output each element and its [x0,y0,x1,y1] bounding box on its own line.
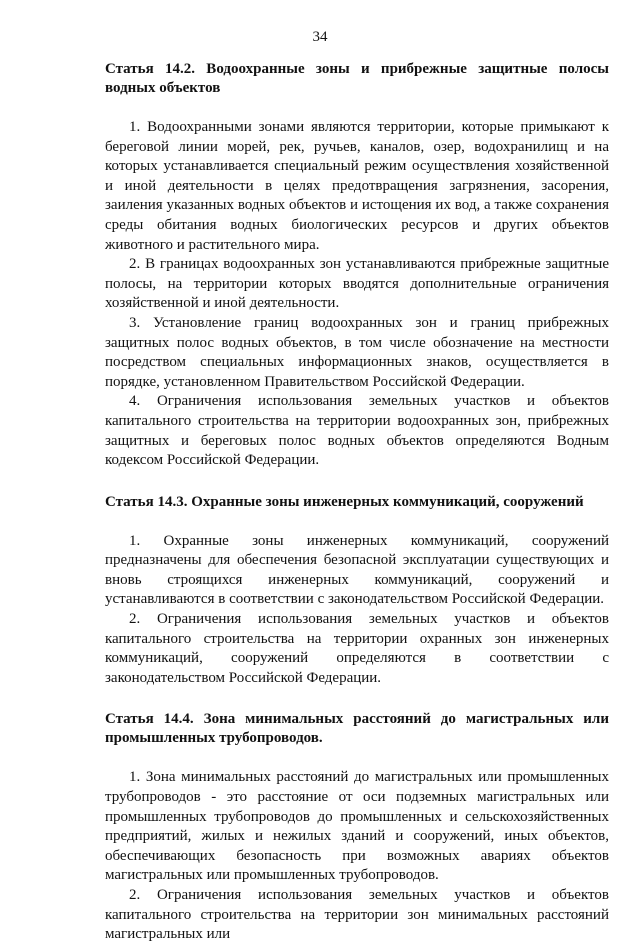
article-paragraph: 4. Ограничения использования земельных участков и объектов капитального строительства на территории водоохранных зон, прибрежных защитных и береговых полос водных объектов определяются Водным кодексом Российской Федерации. [105,393,609,469]
article-title: Статья 14.2. Водоохранные зоны и прибрежные защитные полосы водных объектов [105,61,609,96]
article-14-4 [105,710,609,944]
article-paragraph: 2. Ограничения использования земельных участков и объектов капитального строительства на территории охранных зон инженерных коммуникаций, сооружений определяются в соответствии с законодательством Российской Федерации. [105,611,609,686]
article-14-3 [105,493,609,689]
article-paragraph: 2. В границах водоохранных зон устанавливаются прибрежные защитные полосы, на территории которых вводятся дополнительные ограничения хозяйственной и иной деятельности. [105,256,609,312]
page-number: 34 [312,29,328,45]
article-title: Статья 14.3. Охранные зоны инженерных коммуникаций, сооружений [105,493,584,510]
article-paragraph: 1. Охранные зоны инженерных коммуникаций, сооружений предназначены для обеспечения безопасной эксплуатации существующих и вновь строящихся инженерных коммуникаций, сооружений и устанавливаются в соответствии с законодательством Российской Федерации. [105,532,609,608]
article-title: Статья 14.4. Зона минимальных расстояний до магистральных или промышленных трубопроводов. [105,711,609,747]
document-body [105,60,609,945]
article-paragraph: 2. Ограничения использования земельных участков и объектов капитального строительства на территории зон минимальных расстояний магистральных или [105,887,609,943]
article-paragraph: 1. Водоохранными зонами являются территории, которые примыкают к береговой линии морей, рек, ручьев, каналов, озер, водохранилищ и на которых устанавливается специальный режим осуществления хозяйственной и иной деятельности в целях предотвращения загрязнения, засорения, заиления указанных водных объектов и истощения их вод, а также сохранения среды обитания водных биологических ресурсов и других объектов животного и растительного мира. [105,119,609,253]
article-14-2 [105,60,609,471]
article-paragraph: 3. Установление границ водоохранных зон и границ прибрежных защитных полос водных объектов, в том числе обозначение на местности посредством специальных информационных знаков, осуществляется в порядке, установленном Правительством Российской Федерации. [105,314,609,390]
article-paragraph: 1. Зона минимальных расстояний до магистральных или промышленных трубопроводов - это расстояние от оси подземных магистральных или промышленных трубопроводов до промышленных и сельскохозяйственных предприятий, жилых и нежилых зданий и сооружений, иных объектов, обеспечивающих безопасность при возможных авариях объектов магистральных или промышленных трубопроводов. [105,769,609,884]
